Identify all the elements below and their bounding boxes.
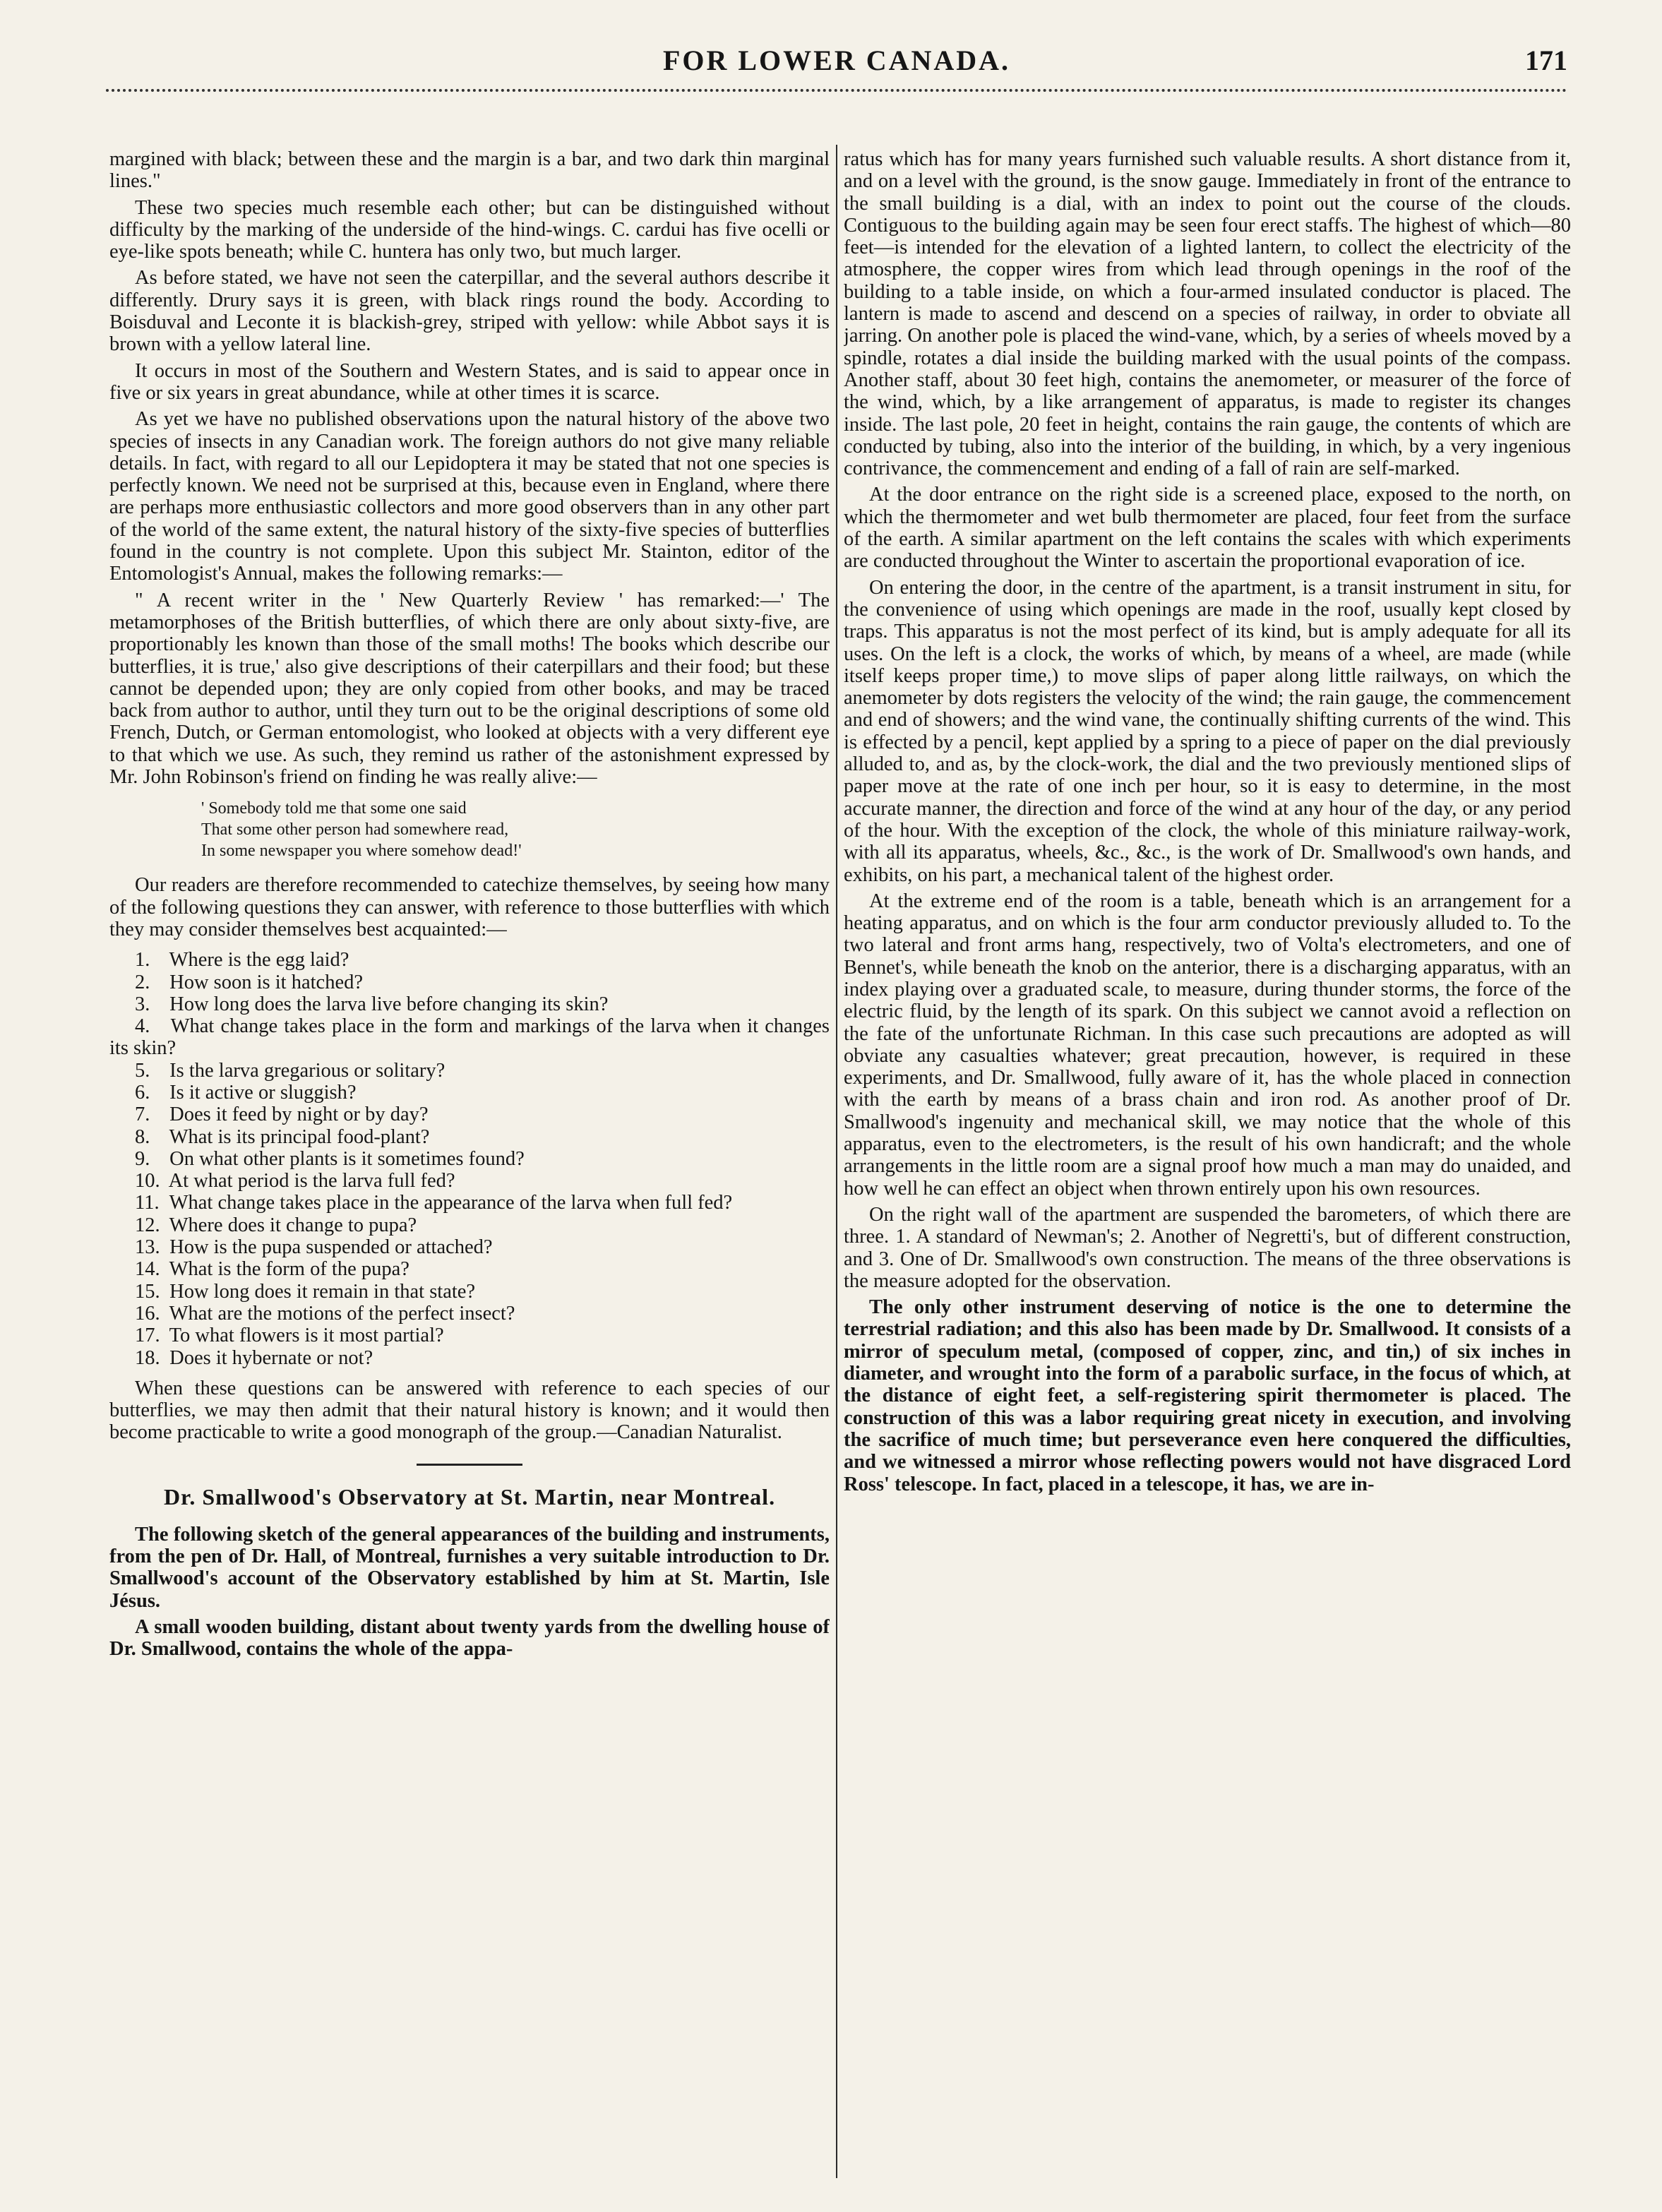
question-text: How long does it remain in that state?: [169, 1280, 476, 1303]
question-item: [109, 1281, 830, 1303]
question-item: [109, 1015, 830, 1060]
question-item: [109, 1236, 830, 1258]
question-number: 10.: [135, 1170, 160, 1192]
question-item: [109, 1325, 830, 1346]
question-list: [109, 949, 830, 1369]
question-text: How is the pupa suspended or attached?: [169, 1236, 493, 1259]
question-item: [109, 1192, 830, 1214]
question-text: Where does it change to pupa?: [169, 1214, 417, 1236]
question-number: 3.: [135, 993, 150, 1015]
question-text: How long does the larva live before changing its skin?: [169, 993, 609, 1015]
question-number: 17.: [135, 1325, 160, 1347]
paragraph: The only other instrument deserving of notice is the one to determine the terrestrial radiation; and this also has been made by Dr. Smallwood. It consists of a mirror of speculum metal, (composed of copper, zinc, and tin,) of six inches in diameter, and wrought into the form of a parabolic surface, in the focus of which, at the distance of eight feet, a self-registering spirit thermometer is placed. The construction of this was a labor requiring great nicety in execution, and involving the sacrifice of much time; but perseverance even here conquered the difficulties, and we witnessed a mirror whose reflecting powers would not have disgraced Lord Ross' telescope. In fact, placed in a telescope, it has, we are in-: [844, 1296, 1571, 1495]
section-title: Dr. Smallwood's Observatory at St. Martin, near Montreal.: [163, 1483, 776, 1509]
question-number: 11.: [135, 1192, 160, 1214]
paragraph: On the right wall of the apartment are suspended the barometers, of which there are three. 1. A standard of Newman's; 2. Another of Negretti's, but of different construction, and 3. One of Dr. Smallwood's own construction. The means of the three observations is the measure adopted for the observation.: [844, 1203, 1571, 1292]
question-number: 5.: [135, 1059, 150, 1082]
question-item: [109, 1347, 830, 1369]
question-number: 4.: [135, 1015, 150, 1038]
question-item: [109, 1170, 830, 1192]
question-number: 2.: [135, 971, 150, 993]
paragraph: It occurs in most of the Southern and Western States, and is said to appear once in five or six years in great abundance, while at other times it is scarce.: [109, 359, 830, 404]
question-item: [109, 1126, 830, 1148]
question-item: [109, 1148, 830, 1170]
paragraph: At the door entrance on the right side is a screened place, exposed to the north, on which the thermometer and wet bulb thermometer are placed, four feet from the surface of the earth. A similar apartment on the left contains the scales with which experiments are conducted throughout the Winter to ascertain the proportional evaporation of ice.: [844, 484, 1571, 573]
question-item: [109, 1258, 830, 1280]
paragraph: As yet we have no published observations upon the natural history of the above two species of insects in any Canadian work. The foreign authors do not give many reliable details. In fact, with regard to all our Lepidoptera it may be stated that not one species is perfectly known. We need not be surprised at this, because even in England, where there are perhaps more enthusiastic collectors and more good observers than in any other part of the world of the same extent, the natural history of the sixty-five species of butterflies found in the country is not complete. Upon this subject Mr. Stainton, editor of the Entomologist's Annual, makes the following remarks:—: [109, 408, 830, 585]
question-item: [109, 949, 830, 971]
question-number: 6.: [135, 1081, 150, 1104]
running-header: [106, 44, 1567, 100]
question-text: What are the motions of the perfect insect?: [169, 1302, 515, 1325]
question-number: 12.: [135, 1214, 160, 1236]
verse-line: ' Somebody told me that some one said: [201, 799, 467, 818]
question-item: [109, 1104, 830, 1125]
paragraph: As before stated, we have not seen the caterpillar, and the several authors describe it differently. Drury says it is green, with black rings round the body. According to Boisduval and Leconte it is blackish-grey, striped with yellow: while Abbot says it is brown with a yellow lateral line.: [109, 267, 830, 356]
paragraph: A small wooden building, distant about twenty yards from the dwelling house of Dr. Smallwood, contains the whole of the appa-: [109, 1615, 830, 1661]
question-item: [109, 1214, 830, 1236]
question-item: [109, 972, 830, 993]
right-column: [844, 148, 1571, 2196]
question-item: [109, 1303, 830, 1325]
question-text: On what other plants is it sometimes found?: [169, 1147, 525, 1170]
paragraph: Our readers are therefore recommended to catechize themselves, by seeing how many of the following questions they can answer, with reference to those butterflies with which they may consider themselves best acquainted:—: [109, 874, 830, 940]
paragraph: These two species much resemble each other; but can be distinguished without difficulty by the marking of the underside of the hind-wings. C. cardui has five ocelli or eye-like spots beneath; while C. huntera has only two, but much larger.: [109, 196, 830, 263]
question-text: Is the larva gregarious or solitary?: [169, 1059, 446, 1082]
question-number: 8.: [135, 1125, 150, 1148]
paragraph: margined with black; between these and the margin is a bar, and two dark thin marginal lines.": [109, 148, 830, 193]
question-number: 9.: [135, 1147, 150, 1170]
question-item: [109, 1060, 830, 1082]
question-number: 14.: [135, 1258, 160, 1281]
paragraph: The following sketch of the general appearances of the building and instruments, from the pen of Dr. Hall, of Montreal, furnishes a very suitable introduction to Dr. Smallwood's account of the Observatory established by him at St. Martin, Isle Jésus.: [109, 1523, 830, 1612]
question-text: Does it feed by night or by day?: [169, 1104, 429, 1126]
verse-line: In some newspaper you where somehow dead!': [201, 842, 522, 861]
paragraph: At the extreme end of the room is a table, beneath which is an arrangement for a heating apparatus, and on which is the four arm conductor previously alluded to. To the two lateral and front arms hang, respectively, two of Volta's electrometers, and one of Bennet's, while beneath the knob on the anterior, there is a discharging apparatus, with an index playing over a graduated scale, to measure, during thunder storms, the force of the electric fluid, by the length of its spark. On this subject we cannot avoid a reflection on the fate of the unfortunate Richman. In this case such precautions are adopted as will obviate any casualties whatever; great precaution, however, is required in these experiments, and Dr. Smallwood, fully aware of it, has the whole placed in connection with the earth by means of a brass chain and iron rod. As another proof of Dr. Smallwood's ingenuity and mechanical skill, we may notice that the whole of this apparatus, even to the electrometers, is the result of his own handicraft; and the whole arrangements in the little room are a signal proof how much a man may do unaided, and how well he can effect an object when thrown entirely upon his own resources.: [844, 890, 1571, 1200]
question-text: Where is the egg laid?: [169, 949, 349, 972]
question-text: What change takes place in the appearance of the larva when full fed?: [169, 1192, 733, 1214]
paragraph: ratus which has for many years furnished such valuable results. A short distance from it, and on a level with the ground, is the snow gauge. Immediately in front of the entrance to the small building is a dial, with an index to point out the course of the clouds. Contiguous to the building again may be seen four erect staffs. The highest of which—80 feet—is intended for the elevation of a lighted lantern, to collect the electricity of the atmosphere, the copper wires from which lead through openings in the roof of the building to a table inside, on which a four-armed insulated conductor is placed. The lantern is made to ascend and descend on a species of railway, in order to obviate all jarring. On another pole is placed the wind-vane, which, by a series of wheels moved by a spindle, rotates a dial inside the building marked with the usual points of the compass. Another staff, about 30 feet high, contains the anemometer, or measurer of the force of the wind, which, by a like arrangement of apparatus, is made to register its changes inside. The last pole, 20 feet in height, contains the rain gauge, the contents of which are conducted by tubing, also into the interior of the building, in which, by a very ingenious contrivance, the commencement and ending of a fall of rain are self-marked.: [844, 148, 1571, 480]
paragraph: When these questions can be answered with reference to each species of our butterflies, we may then admit that their natural history is known; and it would then become practicable to write a good monograph of the group.—Canadian Naturalist.: [109, 1377, 830, 1444]
left-column: [109, 148, 830, 2196]
question-number: 7.: [135, 1104, 150, 1126]
question-item: [109, 993, 830, 1015]
question-text: Is it active or sluggish?: [169, 1081, 357, 1104]
question-number: 16.: [135, 1302, 160, 1325]
question-text: What is its principal food-plant?: [169, 1125, 430, 1148]
question-text: What is the form of the pupa?: [169, 1258, 409, 1281]
running-title: FOR LOWER CANADA.: [662, 44, 1011, 76]
question-number: 15.: [135, 1280, 160, 1303]
question-text: How soon is it hatched?: [169, 971, 363, 993]
question-number: 18.: [135, 1346, 160, 1369]
header-rule: [106, 89, 1567, 92]
verse-quote: [201, 798, 830, 861]
question-text: Does it hybernate or not?: [169, 1346, 373, 1369]
verse-line: That some other person had somewhere read,: [201, 820, 509, 839]
paragraph: On entering the door, in the centre of the apartment, is a transit instrument in situ, for the convenience of using which openings are made in the roof, usually kept closed by traps. This apparatus is not the most perfect of its kind, but is amply adequate for all its uses. On the left is a clock, the works of which, by means of a wheel, are made (while itself keeps proper time,) to move slips of paper along little railways, on which the anemometer by dots registers the velocity of the wind; the rain gauge, the commencement and end of showers; and the wind vane, the continually shifting currents of the wind. This is effected by a pencil, kept applied by a spring to a piece of paper on the dial previously alluded to, and as, by the clock-work, the dial and the two previously mentioned slips of paper move at the rate of one inch per hour, so it is easy to determine, in the most accurate manner, the direction and force of the wind at any hour of the day, or any period of the hour. With the exception of the clock, the whole of this miniature railway-work, with all its apparatus, wheels, &c., &c., is the work of Dr. Smallwood's own hands, and exhibits, on his part, a mechanical talent of the highest order.: [844, 576, 1571, 886]
question-number: 13.: [135, 1236, 160, 1259]
question-text: At what period is the larva full fed?: [168, 1170, 455, 1192]
quotation-paragraph: " A recent writer in the ' New Quarterly Review ' has remarked:—' The metamorphoses of the British butterflies, of which there are only about sixty-five, are proportionably les known than those of the small moths! The books which describe our butterflies, it is true,' also give descriptions of their caterpillars and their food; but these cannot be depended upon; they are only copied from other books, and may be traced back from author to author, until they turn out to be the original descriptions of some old French, Dutch, or German entomologist, who looked at objects with a very different eye to that which we use. As such, they remind us rather of the astonishment expressed by Mr. John Robinson's friend on finding he was really alive:—: [109, 589, 830, 789]
question-number: 1.: [135, 949, 150, 972]
question-item: [109, 1082, 830, 1104]
page-number: 171: [1525, 44, 1567, 76]
question-text: What change takes place in the form and markings of the larva when it changes its skin?: [109, 1015, 830, 1060]
question-text: To what flowers is it most partial?: [169, 1325, 444, 1347]
section-separator: [417, 1464, 522, 1466]
column-divider: [836, 145, 837, 2178]
